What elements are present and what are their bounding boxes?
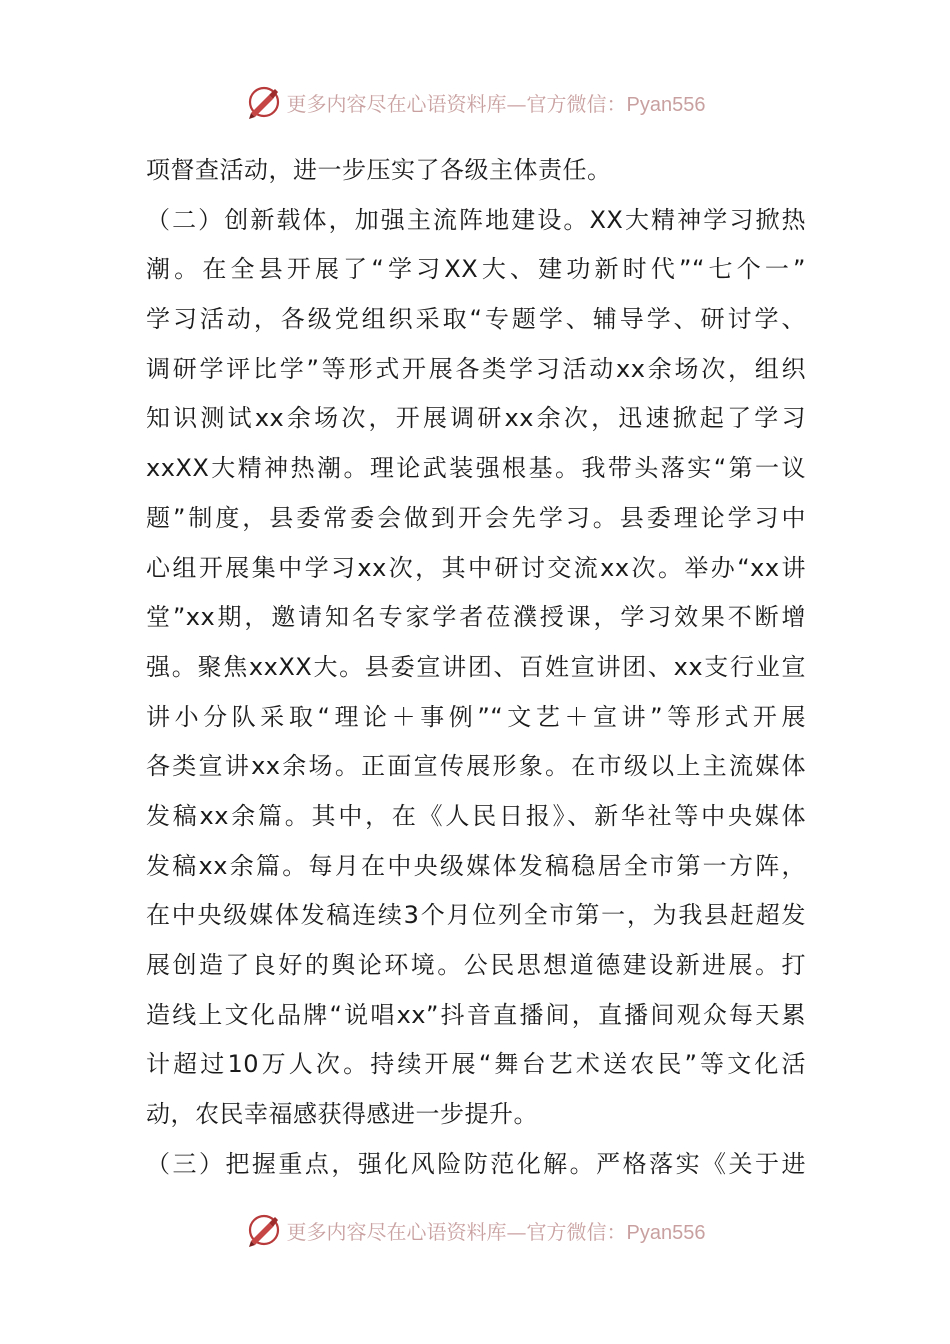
footer-watermark-banner [0,1210,950,1250]
text-line: 展创造了良好的舆论环境。公民思想道德建设新进展。打 [146,951,806,979]
watermark-wechat-id: Pyan556 [626,1221,706,1244]
watermark-text [287,88,706,117]
text-line: 堂”xx期，邀请知名专家学者莅濮授课，学习效果不断增 [146,603,806,632]
pen-nib-logo-icon [245,1211,283,1249]
pen-nib-logo-icon [245,83,283,121]
text-line: 学习活动，各级党组织采取“专题学、辅导学、研讨学、 [146,305,806,334]
text-line: 调研学评比学”等形式开展各类学习活动xx余场次，组织 [146,354,806,383]
text-line: 发稿xx余篇。每月在中央级媒体发稿稳居全市第一方阵， [146,851,806,880]
text-line: 强。聚焦xxXX大。县委宣讲团、百姓宣讲团、xx支行业宣 [146,652,806,681]
text-line: xxXX大精神热潮。理论武装强根基。我带头落实“第一议 [146,454,806,483]
text-line: 在中央级媒体发稿连续3个月位列全市第一，为我县赶超发 [146,901,806,930]
text-line: （二）创新载体，加强主流阵地建设。XX大精神学习掀热 [146,205,806,234]
text-line: 心组开展集中学习xx次，其中研讨交流xx次。举办“xx讲 [146,553,806,582]
header-watermark-banner [0,82,950,122]
text-line: 动，农民幸福感获得感进一步提升。 [146,1100,538,1129]
text-line: 各类宣讲xx余场。正面宣传展形象。在市级以上主流媒体 [146,752,806,781]
watermark-text [287,1216,706,1245]
text-line: 造线上文化品牌“说唱xx”抖音直播间，直播间观众每天累 [146,1000,806,1029]
text-line: 潮。在全县开展了“学习XX大、建功新时代”“七个一” [146,255,806,284]
document-body [146,146,806,1189]
watermark-label: 更多内容尽在心语资料库—官方微信： [286,1219,627,1244]
text-line: 计超过10万人次。持续开展“舞台艺术送农民”等文化活 [146,1050,806,1079]
text-line: 题”制度，县委常委会做到开会先学习。县委理论学习中 [146,503,806,532]
text-line: 项督查活动，进一步压实了各级主体责任。 [146,156,612,184]
watermark-wechat-id: Pyan556 [626,93,706,116]
text-line: （三）把握重点，强化风险防范化解。严格落实《关于进 [146,1149,806,1178]
text-line: 讲小分队采取“理论＋事例”“文艺＋宣讲”等形式开展 [146,702,806,731]
text-line: 知识测试xx余场次，开展调研xx余次，迅速掀起了学习 [146,404,806,433]
text-line: 发稿xx余篇。其中，在《人民日报》、新华社等中央媒体 [146,801,806,830]
watermark-label: 更多内容尽在心语资料库—官方微信： [286,91,627,116]
